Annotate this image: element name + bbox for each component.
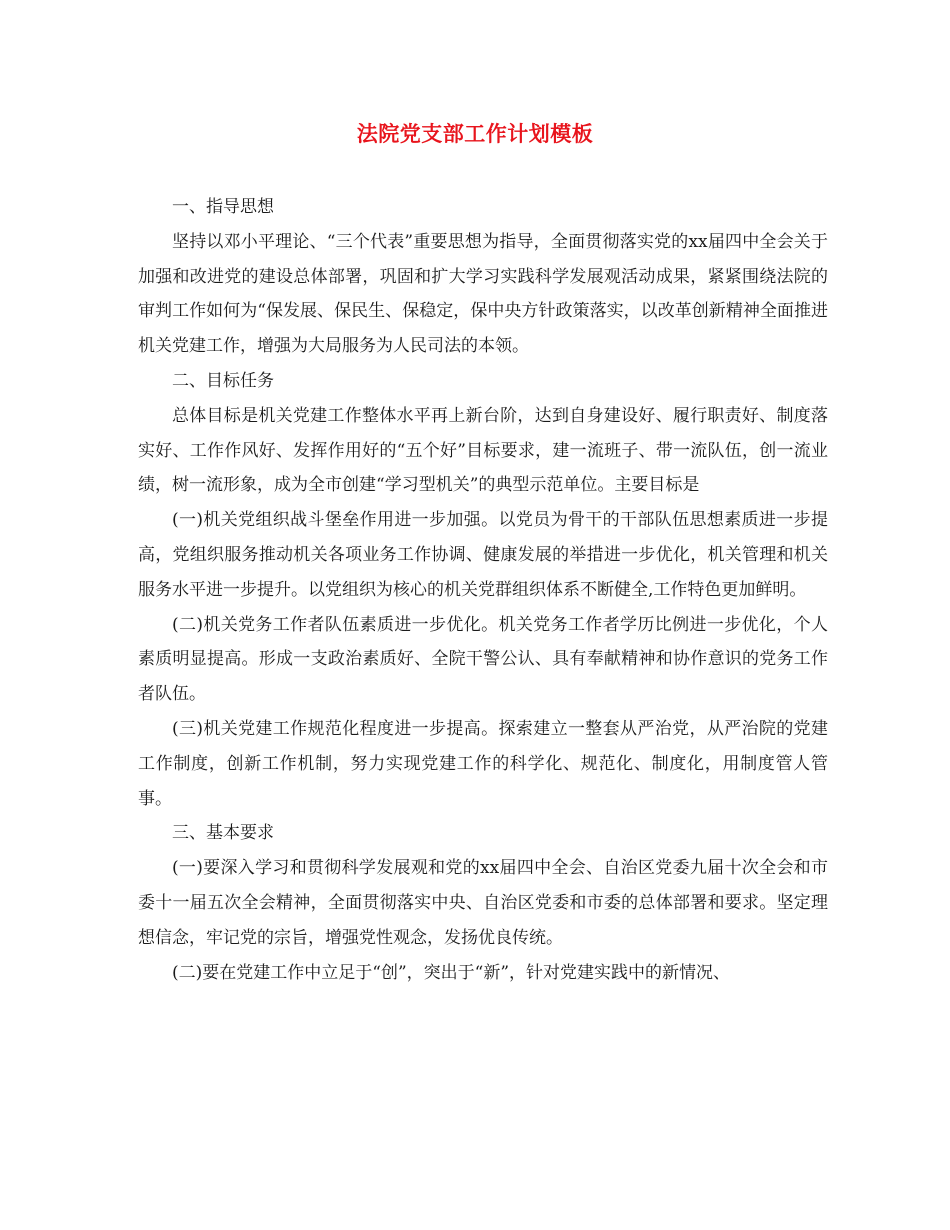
paragraph: (二)要在党建工作中立足于“创”，突出于“新”，针对党建实践中的新情况、	[172, 962, 731, 983]
paragraph: (一)要深入学习和贯彻科学发展观和党的xx届四中全会、自治区党委九届十次全会和市委十一届五次全会精神，全面贯彻落实中央、自治区党委和市委的总体部署和要求。坚定理想信念，牢记党的宗旨，增强党性观念，发扬优良传统。	[138, 858, 828, 948]
document-body	[138, 190, 828, 990]
section-heading-requirements: 三、基本要求	[172, 823, 274, 844]
section-heading-guiding-ideology: 一、指导思想	[172, 197, 274, 217]
paragraph: 总体目标是机关党建工作整体水平再上新台阶，达到自身建设好、履行职责好、制度落实好、工作作风好、发挥作用好的“五个好”目标要求，建一流班子、带一流队伍，创一流业绩，树一流形象，成为全市创建“学习型机关”的典型示范单位。主要目标是	[138, 405, 828, 496]
section-heading-goals: 二、目标任务	[172, 370, 274, 391]
document-title: 法院党支部工作计划模板	[356, 121, 594, 146]
paragraph: (二)机关党务工作者队伍素质进一步优化。机关党务工作者学历比例进一步优化，个人素质明显提高。形成一支政治素质好、全院干警公认、具有奉献精神和协作意识的党务工作者队伍。	[138, 614, 828, 705]
paragraph: (三)机关党建工作规范化程度进一步提高。探索建立一整套从严治党，从严治院的党建工作制度，创新工作机制，努力实现党建工作的科学化、规范化、制度化，用制度管人管事。	[138, 718, 828, 809]
paragraph: (一)机关党组织战斗堡垒作用进一步加强。以党员为骨干的干部队伍思想素质进一步提高，党组织服务推动机关各项业务工作协调、健康发展的举措进一步优化，机关管理和机关服务水平进一步提升。以党组织为核心的机关党群组织体系不断健全,工作特色更加鲜明。	[138, 510, 828, 600]
paragraph: 坚持以邓小平理论、“三个代表”重要思想为指导，全面贯彻落实党的xx届四中全会关于加强和改进党的建设总体部署，巩固和扩大学习实践科学发展观活动成果，紧紧围绕法院的审判工作如何为“保发展、保民生、保稳定，保中央方针政策落实，以改革创新精神全面推进机关党建工作，增强为大局服务为人民司法的本领。	[138, 231, 828, 357]
